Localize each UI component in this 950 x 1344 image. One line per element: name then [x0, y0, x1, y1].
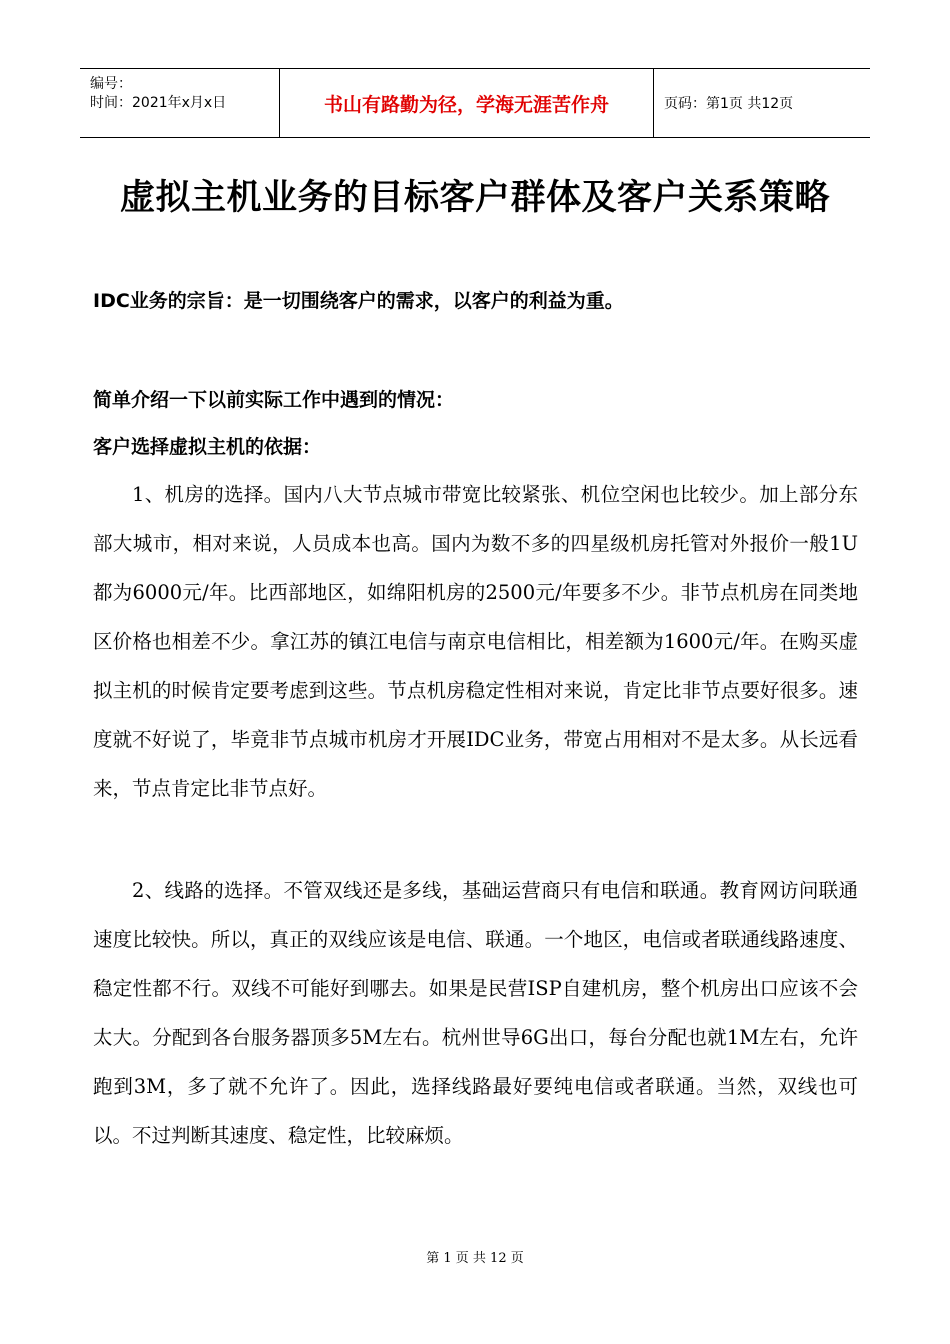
document-number-label: 编号：: [90, 76, 132, 92]
document-title: 虚拟主机业务的目标客户群体及客户关系策略: [119, 178, 830, 218]
header-page-cell: [654, 69, 870, 137]
paragraph-datacenter-choice: 1、机房的选择。国内八大节点城市带宽比较紧张、机位空闲也比较少。加上部分东部大城市，相对来说，人员成本也高。国内为数不多的四星级机房托管对外报价一般1U都为6000元/年。比西部地区，如绵阳机房的2500元/年要多不少。非节点机房在同类地区价格也相差不少。拿江苏的镇江电信与南京电信相比，相差额为1600元/年。在购买虚拟主机的时候肯定要考虑到这些。节点机房稳定性相对来说，肯定比非节点要好很多。速度就不好说了，毕竟非节点城市机房才开展IDC业务，带宽占用相对不是太多。从长远看来，节点肯定比非节点好。: [93, 483, 858, 800]
document-time-label: 时间：2021年x月x日: [90, 95, 227, 111]
header-page-info: 页码：第1页 共12页: [664, 96, 794, 112]
page-footer: 第 1 页 共 12 页: [426, 1251, 524, 1266]
paragraph-line-choice: 2、线路的选择。不管双线还是多线，基础运营商只有电信和联通。教育网访问联通速度比较快。所以，真正的双线应该是电信、联通。一个地区，电信或者联通线路速度、稳定性都不行。双线不可能好到哪去。如果是民营ISP自建机房，整个机房出口应该不会太大。分配到各台服务器顶多5M左右。杭州世导6G出口，每台分配也就1M左右，允许跑到3M，多了就不允许了。因此，选择线路最好要纯电信或者联通。当然，双线也可以。不过判断其速度、稳定性，比较麻烦。: [93, 879, 858, 1147]
header-motto: 书山有路勤为径，学海无涯苦作舟: [323, 93, 609, 116]
intro-heading: 简单介绍一下以前实际工作中遇到的情况：: [93, 389, 455, 411]
header-table: [80, 68, 870, 138]
basis-heading: 客户选择虚拟主机的依据：: [93, 436, 322, 458]
purpose-statement: IDC业务的宗旨：是一切围绕客户的需求，以客户的利益为重。: [93, 290, 624, 312]
header-motto-cell: [280, 69, 654, 137]
header-meta-cell: [80, 69, 280, 137]
